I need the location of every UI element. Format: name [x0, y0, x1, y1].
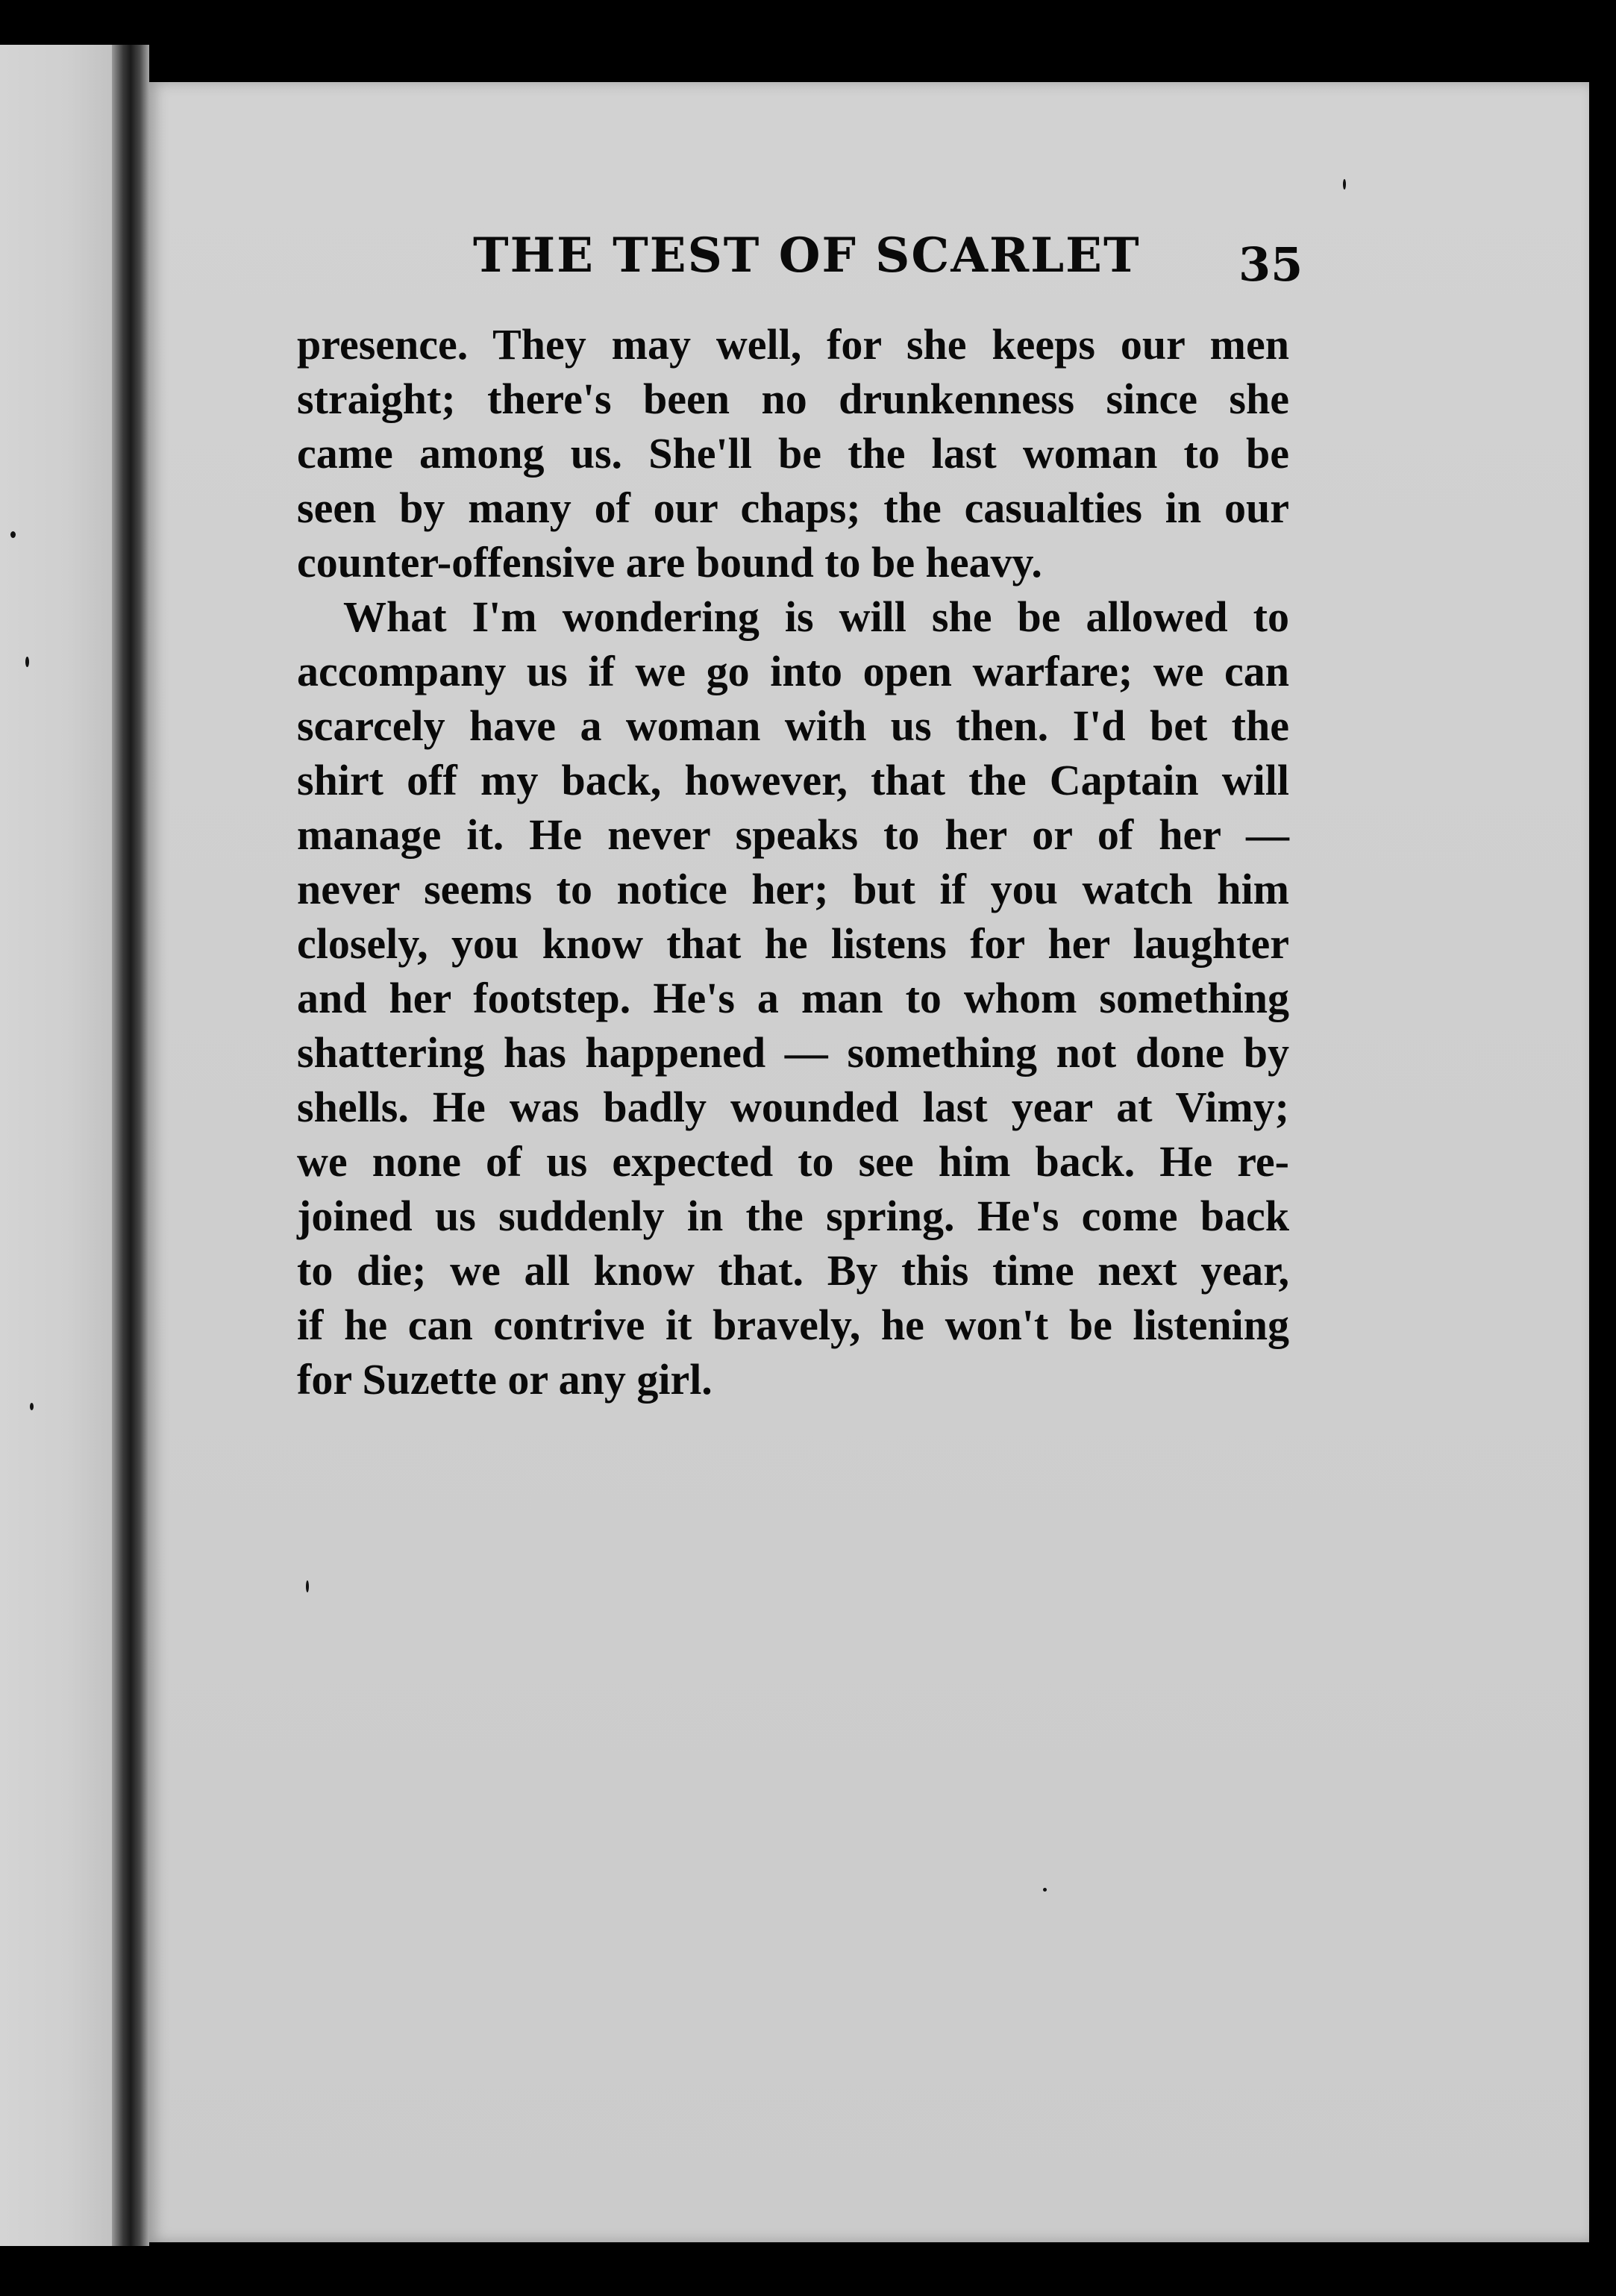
scan-speck: [30, 1403, 34, 1410]
running-head: THE TEST OF SCARLET: [473, 228, 1141, 284]
scan-speck: [10, 531, 16, 538]
text-line: counter-offensive are bound to be heavy.: [297, 538, 1042, 586]
text-line: What I'm wondering is will she be allowed to: [343, 592, 1289, 641]
text-line: for Suzette or any girl.: [297, 1355, 713, 1404]
text-line: closely, you know that he listens for her laughter: [297, 919, 1289, 968]
scan-speck: [1343, 179, 1346, 190]
text-line: presence. They may well, for she keeps our men: [297, 320, 1289, 369]
text-line: manage it. He never speaks to her or of her —: [297, 810, 1289, 859]
facing-page-edge: [0, 45, 112, 2246]
scan-speck: [25, 657, 29, 667]
text-line: shattering has happened — something not done by: [297, 1028, 1289, 1077]
scan-speck: [306, 1580, 309, 1592]
text-line: accompany us if we go into open warfare; we can: [297, 647, 1289, 695]
body-text: [297, 317, 1289, 1407]
text-line: never seems to notice her; but if you watch him: [297, 865, 1289, 913]
text-line: seen by many of our chaps; the casualties in our: [297, 484, 1289, 532]
text-line: came among us. She'll be the last woman to be: [297, 429, 1289, 478]
book-gutter: [112, 45, 149, 2246]
text-line: shells. He was badly wounded last year at Vimy;: [297, 1083, 1289, 1131]
text-line: to die; we all know that. By this time next year,: [297, 1246, 1289, 1295]
text-line: straight; there's been no drunkenness since she: [297, 375, 1289, 423]
text-line: joined us suddenly in the spring. He's come back: [297, 1192, 1289, 1240]
page-number: 35: [1238, 237, 1303, 292]
scan-speck: [1043, 1888, 1047, 1892]
text-line: and her footstep. He's a man to whom something: [297, 974, 1289, 1022]
text-line: we none of us expected to see him back. He re-: [297, 1137, 1289, 1186]
text-line: scarcely have a woman with us then. I'd bet the: [297, 701, 1289, 750]
text-line: if he can contrive it bravely, he won't be listening: [297, 1301, 1289, 1349]
text-line: shirt off my back, however, that the Captain will: [297, 756, 1289, 804]
